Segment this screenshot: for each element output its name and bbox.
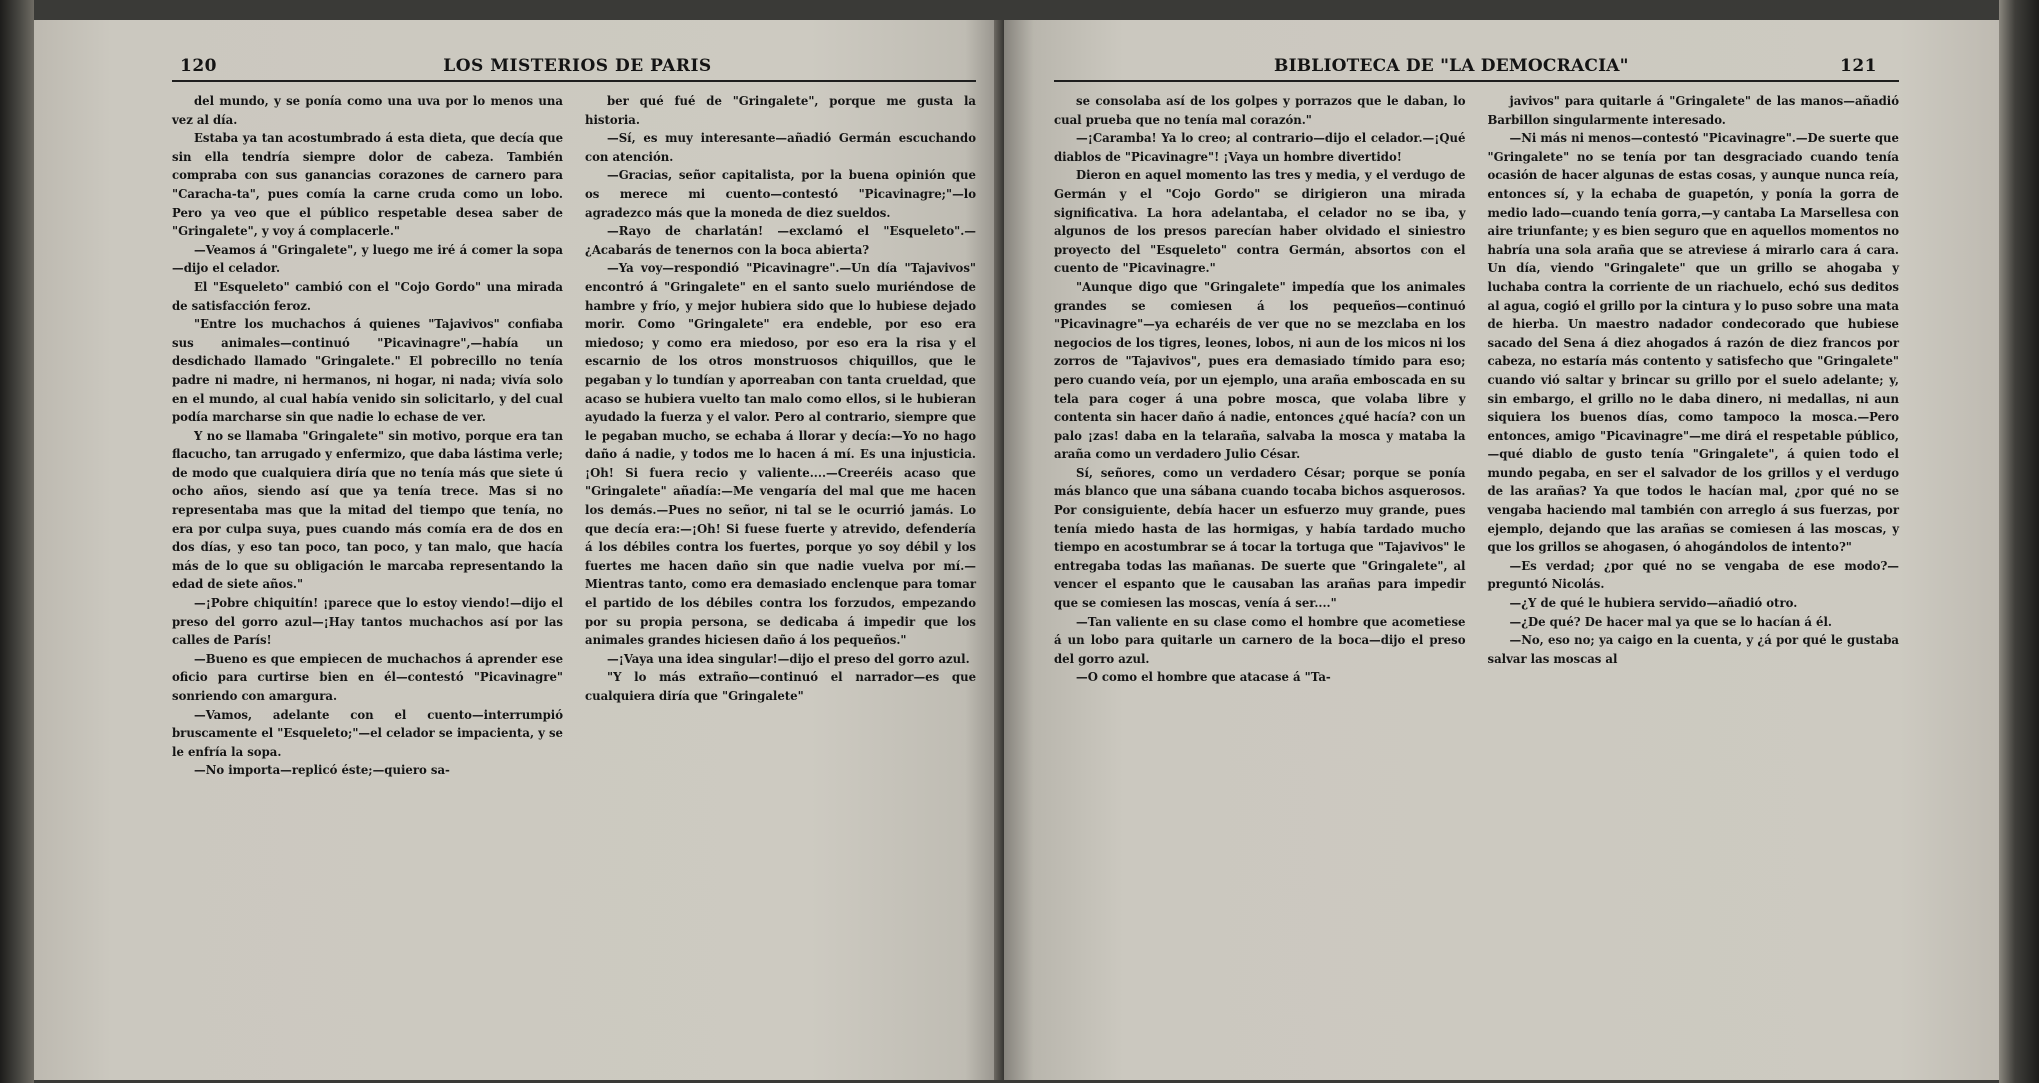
paragraph: Y no se llamaba "Gringalete" sin motivo, porque era tan flacucho, tan arrugado y enfermizo, que daba lástima verle; de modo que cualquiera diría que no tenía más que siete ú ocho años, siendo así que ya tenía trece. Mas si no representaba mas que la mitad del tiempo que tenía, no era por culpa suya, pues cuando más comía era de dos en dos días, y eso tan poco, tan poco, y tan malo, que hacía más de lo que su obligación le marcaba representando la edad de siete años." <box>172 428 563 592</box>
scan-edge-right <box>1999 0 2039 1083</box>
scan-edge-left <box>0 0 34 1083</box>
paragraph: —Veamos á "Gringalete", y luego me iré á comer la sopa—dijo el celador. <box>172 242 563 276</box>
right-column-2 <box>1488 92 1900 687</box>
paragraph: —¿Y de qué le hubiera servido—añadió otro. <box>1509 596 1798 611</box>
paragraph: "Y lo más extraño—continuó el narrador—es que cualquiera diría que "Gringalete" <box>585 670 976 703</box>
left-page-number: 120 <box>180 56 217 76</box>
paragraph: Estaba ya tan acostumbrado á esta dieta, que decía que sin ella tendría siempre dolor de cabeza. También compraba con sus ganancias corazones de carnero para "Caracha-ta", pues comía la carne cruda como un lobo. Pero ya veo que el público respetable desea saber de "Gringalete", y voy á complacerle." <box>172 131 563 239</box>
paragraph: —¡Caramba! Ya lo creo; al contrario—dijo el celador.—¡Qué diablos de "Picavinagre"! ¡Vaya un hombre divertido! <box>1054 131 1466 164</box>
paragraph: —Ni más ni menos—contestó "Picavinagre".—De suerte que "Gringalete" no se tenía por tan desgraciado cuando tenía ocasión de hacer algunas de estas cosas, y aunque nunca reía, entonces sí, y la echaba de guapetón, y ponía la gorra de medio lado—cuando tenía gorra,—y cantaba La Marsellesa con aire triunfante; y es bien seguro que en aquellos momentos no habría una sola araña que se atreviese á mirarlo cara á cara. Un día, viendo "Gringalete" que un grillo se ahogaba y luchaba contra la corriente de un riachuelo, echó sus deditos al agua, cogió el grillo por la cintura y lo puso sobre una mata de hierba. Un maestro nadador condecorado que hubiese sacado del Sena á diez ahogados á razón de diez francos por cabeza, no estaría más contento y satisfecho que "Gringalete" cuando vió saltar y brincar su grillo por el suelo adelante; y, sin embargo, el grillo no le daba dinero, ni medallas, ni aun siquiera los buenos días, como tampoco la mosca.—Pero entonces, amigo "Picavinagre"—me dirá el respetable público,—qué diablo de gusto tenía "Gringalete", á quien todo el mundo pegaba, en ser el salvador de los grillos y el verdugo de las arañas? Ya que todos le hacían mal, ¿por qué no se vengaba haciendo mal también con arreglo á sus fuerzas, por ejemplo, dejando que las arañas se comiesen á las moscas, y que los grillos se ahogasen, ó ahogándolos de intento?" <box>1487 131 1899 555</box>
left-column-2 <box>585 92 976 780</box>
paragraph: javivos" para quitarle á "Gringalete" de las manos—añadió Barbillon singularmente interesado. <box>1487 94 1899 127</box>
paragraph: Dieron en aquel momento las tres y media, y el verdugo de Germán y el "Cojo Gordo" se dirigieron una mirada significativa. La hora adelantaba, el celador no se iba, y algunos de los presos parecían haber olvidado el siniestro proyecto del "Esqueleto" contra Germán, absortos con el cuento de "Picavinagre." <box>1054 168 1466 276</box>
paragraph: del mundo, y se ponía como una uva por lo menos una vez al día. <box>172 94 563 127</box>
paragraph: "Entre los muchachos á quienes "Tajavivos" confiaba sus animales—continuó "Picavinagre",—había un desdichado llamado "Gringalete." El pobrecillo no tenía padre ni madre, ni hermanos, ni hogar, ni nada; vivía solo en el mundo, al cual había venido sin solicitarlo, y del cual podía marcharse sin que nadie lo echase de ver. <box>172 317 563 425</box>
left-column-1 <box>172 92 563 780</box>
paragraph: Sí, señores, como un verdadero César; porque se ponía más blanco que una sábana cuando tocaba bichos asquerosos. Por consiguiente, debía hacer un esfuerzo muy grande, pues tenía miedo hasta de las hormigas, y había tardado mucho tiempo en acostumbrar se á tocar la tortuga que "Tajavivos" le entregaba todas las mañanas. De suerte que "Gringalete", al vencer el espanto que le causaban las arañas para impedir que se comiesen las moscas, venía á ser...." <box>1054 465 1466 611</box>
right-column-1 <box>1054 92 1466 687</box>
paragraph: —Ya voy—respondió "Picavinagre".—Un día "Tajavivos" encontró á "Gringalete" en el santo suelo muriéndose de hambre y frío, y mejor hubiera sido que lo hubiese dejado morir. Como "Gringalete" era endeble, por eso era miedoso; y como era miedoso, por eso era la risa y el escarnio de los otros monstruosos chiquillos, que le pegaban y lo tundían y aporreaban con tanta crueldad, que acaso se hubiera vuelto tan malo como ellos, si le hubieran ayudado la fuerza y el valor. Pero al contrario, siempre que le pegaban mucho, se echaba á llorar y decía:—Yo no hago daño á nadie, y todos me lo hacen á mí. Es una injusticia. ¡Oh! Si fuera recio y valiente....—Creeréis acaso que "Gringalete" añadía:—Me vengaría del mal que me hacen los demás.—Pues no señor, ni tal se le ocurrió jamás. Lo que decía era:—¡Oh! Si fuese fuerte y atrevido, defendería á los débiles contra los fuertes, porque yo soy débil y los fuertes me hacen daño sin que nadie vuelva por mí.—Mientras tanto, como era demasiado enclenque para tomar el partido de los débiles contra los forzudos, empezando por su propia persona, se dedicaba á impedir que los animales grandes hiciesen daño á los pequeños." <box>585 261 976 648</box>
paragraph: El "Esqueleto" cambió con el "Cojo Gordo" una mirada de satisfacción feroz. <box>172 279 563 313</box>
paragraph: —No importa—replicó éste;—quiero sa- <box>194 763 450 778</box>
paragraph: —¿De qué? De hacer mal ya que se lo hacían á él. <box>1509 614 1832 629</box>
paragraph: —¡Pobre chiquitín! ¡parece que lo estoy viendo!—dijo el preso del gorro azul—¡Hay tantos muchachos así por las calles de París! <box>172 596 563 648</box>
paragraph: —O como el hombre que atacase á "Ta- <box>1076 670 1331 685</box>
paragraph: "Aunque digo que "Gringalete" impedía que los animales grandes se comiesen á los pequeños—continuó "Picavinagre"—ya echaréis de ver que no se mezclaba en los negocios de los tigres, leones, lobos, ni aun de los micos ni los zorros de "Tajavivos", pues era demasiado tímido para eso; pero cuando veía, por un ejemplo, una araña emboscada en su tela para coger á una pobre mosca, que volaba libre y contenta sin hacer daño á nadie, entonces ¿qué hacía? con un palo ¡zas! daba en la telaraña, salvaba la mosca y mataba la araña como un verdadero Julio César. <box>1054 279 1466 462</box>
paragraph: —Gracias, señor capitalista, por la buena opinión que os merece mi cuento—contestó "Picavinagre;"—lo agradezco más que la moneda de diez sueldos. <box>585 168 976 220</box>
paragraph: ber qué fué de "Gringalete", porque me gusta la historia. <box>585 94 976 127</box>
left-page-header <box>172 56 976 82</box>
right-running-title: BIBLIOTECA DE "LA DEMOCRACIA" <box>1274 56 1629 76</box>
left-running-title: LOS MISTERIOS DE PARIS <box>443 56 712 76</box>
paragraph: se consolaba así de los golpes y porrazos que le daban, lo cual prueba que no tenía mal corazón." <box>1054 94 1466 127</box>
paragraph: —¡Vaya una idea singular!—dijo el preso del gorro azul. <box>607 651 970 666</box>
paragraph: —Sí, es muy interesante—añadió Germán escuchando con atención. <box>585 131 976 164</box>
left-columns <box>172 92 976 780</box>
right-page <box>1004 20 1999 1080</box>
paragraph: —Vamos, adelante con el cuento—interrumpió bruscamente el "Esqueleto;"—el celador se impacienta, y se le enfría la sopa. <box>172 707 563 759</box>
paragraph: —Rayo de charlatán! —exclamó el "Esqueleto".—¿Acabarás de tenernos con la boca abierta? <box>585 224 976 257</box>
paragraph: —Tan valiente en su clase como el hombre que acometiese á un lobo para quitarle un carnero de la boca—dijo el preso del gorro azul. <box>1054 614 1466 666</box>
left-page <box>34 20 1004 1080</box>
paragraph: —Es verdad; ¿por qué no se vengaba de ese modo?—preguntó Nicolás. <box>1487 558 1899 592</box>
right-columns <box>1054 92 1899 687</box>
paragraph: —Bueno es que empiecen de muchachos á aprender ese oficio para curtirse bien en él—contestó "Picavinagre" sonriendo con amargura. <box>172 651 563 703</box>
right-page-header <box>1054 56 1899 82</box>
right-page-number: 121 <box>1840 56 1877 76</box>
paragraph: —No, eso no; ya caigo en la cuenta, y ¿á por qué le gustaba salvar las moscas al <box>1487 633 1899 666</box>
